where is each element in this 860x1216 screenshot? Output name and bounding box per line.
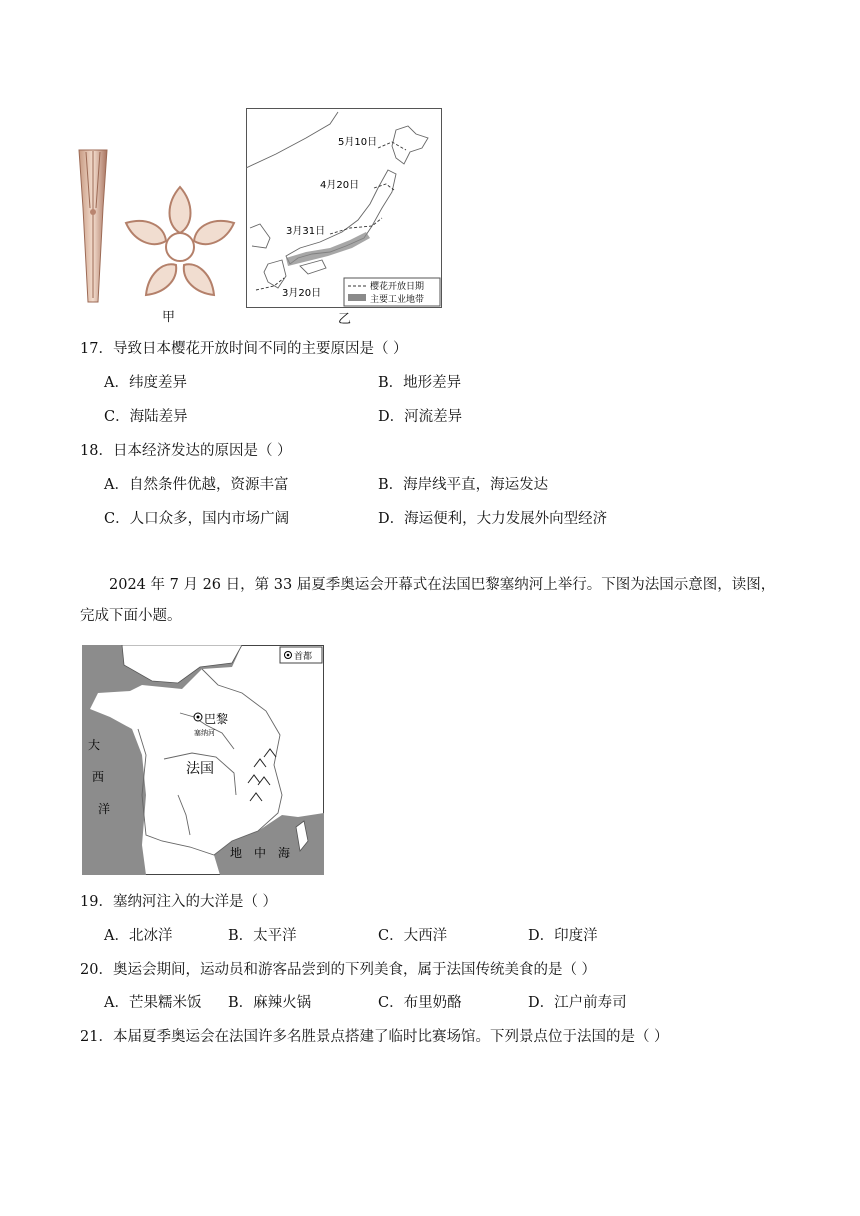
q17-stem: 17．导致日本樱花开放时间不同的主要原因是（ ） — [80, 341, 408, 357]
q17-option-d[interactable]: D．河流差异 — [378, 409, 463, 425]
paris-label: 巴黎 — [204, 712, 229, 726]
q20-option-a[interactable]: A．芒果糯米饭 — [104, 995, 202, 1011]
q18-option-d[interactable]: D．海运便利，大力发展外向型经济 — [378, 511, 608, 527]
q17-option-a[interactable]: A．纬度差异 — [104, 375, 187, 391]
torch-image — [76, 148, 110, 304]
date-label-mar20: 3月20日 — [282, 288, 322, 299]
q19-option-a[interactable]: A．北冰洋 — [104, 928, 173, 944]
france-map — [82, 645, 324, 875]
q20-option-c[interactable]: C．布里奶酪 — [378, 995, 462, 1011]
q18-option-a[interactable]: A．自然条件优越，资源丰富 — [104, 477, 289, 493]
label-yi: 乙 — [338, 312, 352, 327]
sakura-emblem-image — [122, 183, 238, 301]
date-label-apr20: 4月20日 — [320, 180, 360, 191]
q19-option-b[interactable]: B．太平洋 — [228, 928, 297, 944]
q19-option-c[interactable]: C．大西洋 — [378, 928, 448, 944]
q21-stem: 21．本届夏季奥运会在法国许多名胜景点搭建了临时比赛场馆。下列景点位于法国的是（ ） — [80, 1029, 669, 1045]
q17-option-c[interactable]: C．海陆差异 — [104, 409, 188, 425]
date-label-may10: 5月10日 — [338, 137, 378, 148]
atlantic-label-3: 洋 — [98, 802, 111, 816]
q18-stem: 18．日本经济发达的原因是（ ） — [80, 443, 292, 459]
intro-paragraph: 2024 年 7 月 26 日，第 33 届夏季奥运会开幕式在法国巴黎塞纳河上举行。下图为法国示意图，读图，完成下面小题。 — [80, 577, 776, 624]
q19-option-d[interactable]: D．印度洋 — [528, 928, 598, 944]
q20-option-b[interactable]: B．麻辣火锅 — [228, 995, 312, 1011]
legend-industrial-belt: 主要工业地带 — [370, 295, 425, 305]
q19-stem: 19．塞纳河注入的大洋是（ ） — [80, 894, 278, 910]
legend-bloom-date: 樱花开放日期 — [370, 282, 425, 292]
label-jia: 甲 — [162, 310, 176, 325]
mediterranean-label-1: 地 — [230, 846, 243, 860]
capital-legend: 首都 — [294, 652, 313, 662]
q17-option-b[interactable]: B．地形差异 — [378, 375, 462, 391]
date-label-mar31: 3月31日 — [286, 226, 326, 237]
q18-option-b[interactable]: B．海岸线平直，海运发达 — [378, 477, 549, 493]
japan-map — [246, 108, 442, 308]
mediterranean-label-3: 海 — [278, 846, 291, 860]
france-label: 法国 — [186, 761, 214, 777]
seine-label: 塞纳河 — [194, 729, 215, 737]
q20-option-d[interactable]: D．江户前寿司 — [528, 995, 627, 1011]
mediterranean-label-2: 中 — [254, 846, 267, 860]
atlantic-label-2: 西 — [92, 770, 105, 784]
atlantic-label-1: 大 — [88, 738, 101, 752]
q18-option-c[interactable]: C．人口众多，国内市场广阔 — [104, 511, 290, 527]
q20-stem: 20．奥运会期间，运动员和游客品尝到的下列美食，属于法国传统美食的是（ ） — [80, 962, 597, 978]
